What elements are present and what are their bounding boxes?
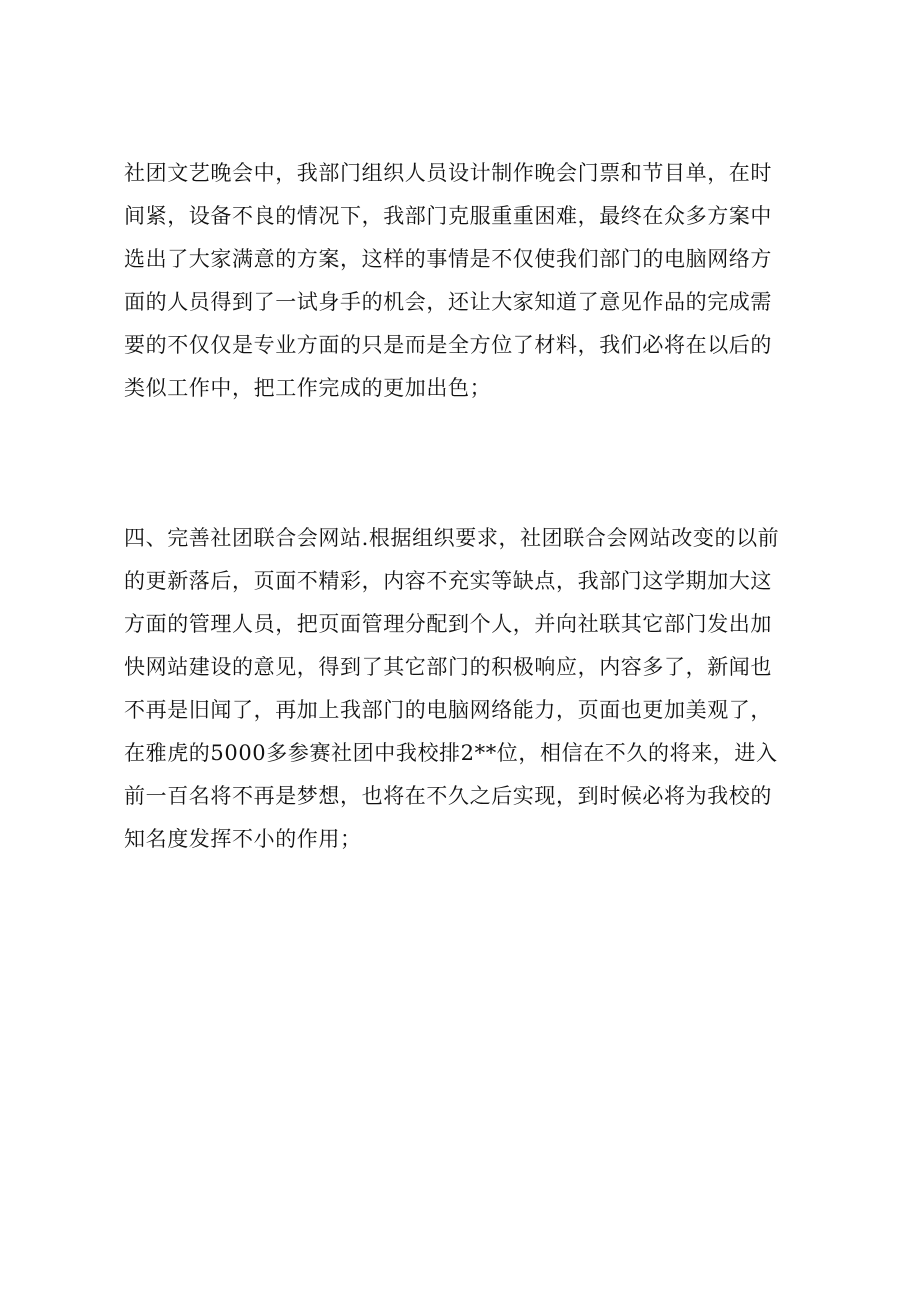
paragraph-website-improvement — [124, 517, 824, 861]
text-line: 知名度发挥不小的作用； — [124, 827, 362, 851]
paragraph-art-evening — [124, 152, 824, 410]
text-line: 类似工作中，把工作完成的更加出色； — [124, 376, 492, 400]
text-line: 方面的管理人员，把页面管理分配到个人，并向社联其它部门发出加 — [124, 612, 772, 636]
text-line: 的更新落后，页面不精彩，内容不充实等缺点，我部门这学期加大这 — [124, 569, 772, 593]
text-line: 不再是旧闻了，再加上我部门的电脑网络能力，页面也更加美观了， — [124, 698, 772, 722]
text-line: 选出了大家满意的方案，这样的事情是不仅使我们部门的电脑网络方 — [124, 247, 772, 271]
text-line: 前一百名将不再是梦想，也将在不久之后实现，到时候必将为我校的 — [124, 784, 772, 808]
text-line: 要的不仅仅是专业方面的只是而是全方位了材料，我们必将在以后的 — [124, 333, 772, 357]
text-line: 快网站建设的意见，得到了其它部门的积极响应，内容多了，新闻也 — [124, 655, 772, 679]
text-line: 四、完善社团联合会网站.根据组织要求，社团联合会网站改变的以前 — [124, 526, 780, 550]
text-line: 间紧，设备不良的情况下，我部门克服重重困难，最终在众多方案中 — [124, 204, 772, 228]
text-line: 在雅虎的5000多参赛社团中我校排2**位，相信在不久的将来，进入 — [124, 741, 778, 765]
text-line: 面的人员得到了一试身手的机会，还让大家知道了意见作品的完成需 — [124, 290, 772, 314]
text-line: 社团文艺晚会中，我部门组织人员设计制作晚会门票和节目单，在时 — [124, 161, 772, 185]
